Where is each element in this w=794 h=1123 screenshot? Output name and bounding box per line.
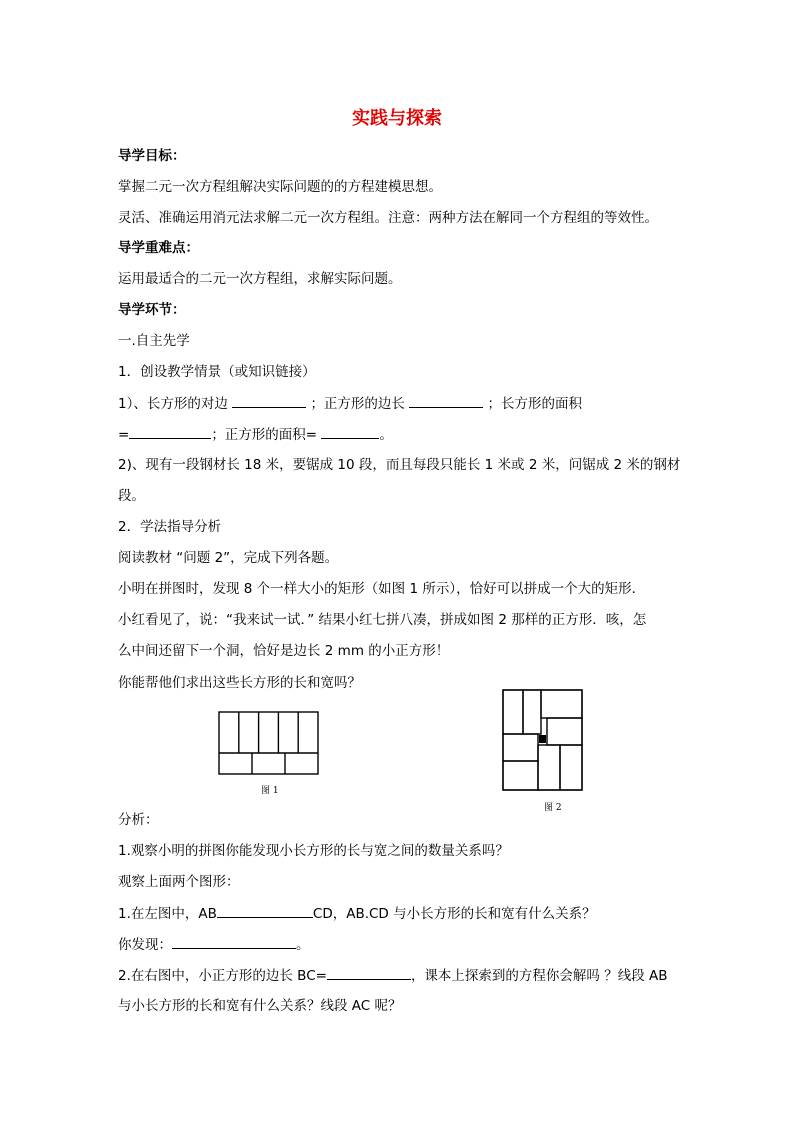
figure-1-diagram bbox=[218, 710, 320, 776]
key-heading: 导学重难点： bbox=[118, 240, 199, 256]
paragraph-1: 小明在拼图时，发现 8 个一样大小的矩形（如图 1 所示），恰好可以拼成一个大的矩形． bbox=[118, 581, 646, 597]
figure-2-rect bbox=[503, 690, 523, 734]
page-title: 实践与探索 bbox=[352, 108, 442, 129]
q1-text-a: 1）、长方形的对边 bbox=[118, 396, 228, 412]
question-1-line-1 bbox=[118, 393, 582, 414]
question-2-line-2: 段。 bbox=[118, 488, 145, 504]
answer-blank bbox=[327, 965, 411, 980]
q1-text-c: ；长方形的面积 bbox=[487, 396, 583, 412]
analysis-found bbox=[118, 934, 310, 955]
figure-1-outer-rectangle bbox=[219, 712, 318, 774]
answer-blank bbox=[217, 903, 313, 918]
reading-instruction: 阅读教材 “问题 2”，完成下列各题。 bbox=[118, 550, 339, 566]
aq2-text-a: 1.在左图中，AB bbox=[118, 906, 217, 922]
figure-2-diagram bbox=[502, 689, 584, 793]
aq3-text-b: ，课本上探索到的方程你会解吗 ？线段 AB bbox=[410, 968, 668, 984]
answer-blank bbox=[129, 424, 211, 439]
goal-heading: 导学目标： bbox=[118, 148, 186, 164]
part1-item2: 2．学法指导分析 bbox=[118, 519, 222, 535]
analysis-heading: 分析： bbox=[118, 812, 159, 828]
steps-heading: 导学环节： bbox=[118, 302, 186, 318]
figure-2-caption: 图 2 bbox=[544, 803, 562, 813]
figure-2-rect bbox=[560, 745, 582, 790]
question-2-line-1: 2)、现有一段钢材长 18 米，要锯成 10 段，而且每段只能长 1 米或 2 米，问锯成 2 米的钢材 bbox=[118, 457, 681, 473]
analysis-question-1: 1.观察小明的拼图你能发现小长方形的长与宽之间的数量关系吗？ bbox=[118, 843, 509, 859]
answer-blank bbox=[321, 424, 379, 439]
figure-1-caption: 图 1 bbox=[261, 786, 279, 796]
answer-blank bbox=[232, 393, 306, 408]
analysis-question-2 bbox=[118, 903, 596, 924]
figure-2-rect bbox=[503, 734, 538, 761]
figure-2-rect bbox=[538, 745, 560, 790]
part1-item1: 1．创设教学情景（或知识链接） bbox=[118, 364, 316, 380]
found-text-b: 。 bbox=[296, 937, 310, 953]
answer-blank bbox=[409, 393, 483, 408]
goal-line-1: 掌握二元一次方程组解决实际问题的的方程建模思想。 bbox=[118, 179, 442, 195]
found-text-a: 你发现： bbox=[118, 937, 172, 953]
aq2-text-b: CD，AB.CD 与小长方形的长和宽有什么关系？ bbox=[312, 906, 596, 922]
q1-text-b: ；正方形的边长 bbox=[310, 396, 405, 412]
analysis-observe: 观察上面两个图形： bbox=[118, 874, 240, 890]
analysis-question-3-line-2: 与小长方形的长和宽有什么关系？线段 AC 呢？ bbox=[118, 998, 402, 1014]
figure-2-rect bbox=[541, 690, 582, 718]
analysis-question-3-line-1 bbox=[118, 965, 668, 986]
q1-text-e: ；正方形的面积= bbox=[211, 427, 318, 443]
answer-blank bbox=[172, 934, 296, 949]
figure-2-center-hole bbox=[539, 735, 546, 743]
key-line-1: 运用最适合的二元一次方程组，求解实际问题。 bbox=[118, 271, 402, 287]
paragraph-2-line-2: 么中间还留下一个洞，恰好是边长 2 mm 的小正方形！ bbox=[118, 643, 450, 659]
q1-text-d: = bbox=[118, 427, 130, 443]
paragraph-2-line-1: 小红看见了，说：“我来试一试．” 结果小红七拼八凑，拼成如图 2 那样的正方形．咳，怎 bbox=[118, 612, 647, 628]
figure-2-rect bbox=[523, 690, 541, 734]
aq3-text-a: 2.在右图中，小正方形的边长 BC= bbox=[118, 968, 327, 984]
figure-2-rect bbox=[547, 718, 582, 745]
figure-2-rect bbox=[503, 761, 538, 790]
part1-heading: 一.自主先学 bbox=[118, 333, 190, 349]
paragraph-3: 你能帮他们求出这些长方形的长和宽吗？ bbox=[118, 675, 361, 691]
q1-text-f: 。 bbox=[379, 427, 393, 443]
goal-line-2: 灵活、准确运用消元法求解二元一次方程组。注意：两种方法在解同一个方程组的等效性。 bbox=[118, 210, 658, 226]
question-1-line-2 bbox=[118, 424, 393, 445]
